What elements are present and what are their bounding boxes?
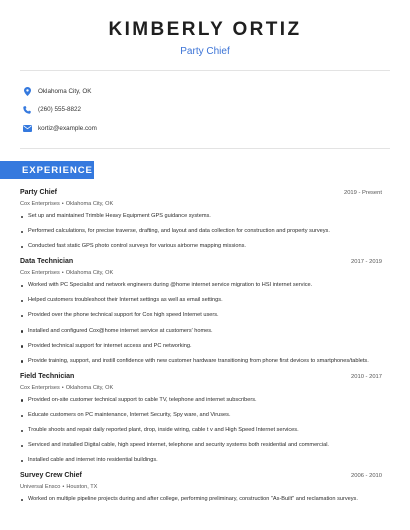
job-dates: 2006 - 2010 [351,473,382,480]
contact-email-text: kortiz@example.com [38,124,97,132]
job-bullets [20,397,382,465]
job-bullet: Provide training, support, and instill confidence with new customer hardware transitioning from phone first devices to smartphones/tablets. [20,358,382,366]
job-bullet: Educate customers on PC maintenance, Internet Security, Spy ware, and Viruses. [20,412,382,420]
job-location: Oklahoma City, OK [65,384,114,391]
contact-info [22,82,390,138]
phone-icon [22,105,32,115]
job-title: Field Technician [20,372,75,380]
email-icon [22,123,32,133]
contact-phone-text: (260) 555-8822 [38,106,82,113]
contact-phone [22,101,390,119]
candidate-title: Party Chief [180,46,230,57]
job-title: Party Chief [20,189,57,196]
resume-header [0,0,410,58]
job-bullet: Provided over the phone technical support for Cox high speed Internet users. [20,312,382,320]
job-bullets [20,213,382,251]
job-company: Cox Enterprises [20,384,60,391]
job-location: Oklahoma City, OK [65,270,114,277]
job-bullet: Provided technical support for internet access and PC networking. [20,343,382,351]
job-dates: 2010 - 2017 [351,373,382,380]
job-bullet: Worked with PC Specialist and network engineers during @home internet service migration to HSI internet service. [20,282,382,290]
experience-section-heading [0,161,94,179]
job-bullets [20,282,382,365]
job-bullet: Serviced and installed Digital cable, high speed internet, telephone and security systems both residential and commercial. [20,442,382,450]
job-bullet: Trouble shoots and repair daily reported plant, drop, inside wiring, cable t v and High Speed Internet services. [20,427,382,435]
separator-dot: • [61,384,64,391]
divider-top [20,70,390,71]
job-entry [20,472,382,504]
job-dates: 2017 - 2019 [351,259,382,266]
job-bullet: Conducted fast static GPS photo control surveys for various airborne mapping missions. [20,243,382,251]
job-dates: 2019 - Present [343,190,382,196]
location-pin-icon [22,86,32,96]
job-entry [20,189,382,251]
job-company-line [20,384,382,392]
job-company-line [20,200,382,208]
job-bullet: Installed cable and internet into residential buildings. [20,457,382,465]
contact-email [22,119,390,137]
separator-dot: • [61,201,64,207]
separator-dot: • [61,270,64,277]
candidate-name: KIMBERLY ORTIZ [108,19,302,40]
job-entry [20,373,382,465]
job-company-line [20,269,382,277]
job-location: Oklahoma City, OK [65,201,114,207]
job-bullet: Set up and maintained Trimble Heavy Equipment GPS guidance systems. [20,213,382,221]
job-company: Cox Enterprises [20,201,60,207]
job-company: Cox Enterprises [20,270,60,277]
job-bullet: Helped customers troubleshoot their Internet settings as well as email settings. [20,297,382,305]
divider-bottom [20,148,390,149]
job-company: Universal Ensco [20,484,61,491]
job-company-line [20,483,382,491]
contact-location [22,82,390,100]
job-bullet: Performed calculations, for precise traverse, drafting, and layout and data collection for construction and property surveys. [20,228,382,236]
job-bullet: Installed and configured Cox@home internet service at customers' homes. [20,328,382,336]
job-bullet: Worked on multiple pipeline projects during and after college, performing preliminary, construction "As-Built" and reclamation surveys. [20,496,382,504]
job-title: Data Technician [20,258,74,266]
experience-heading-text: EXPERIENCE [22,164,93,176]
job-entry [20,258,382,365]
job-title: Survey Crew Chief [20,472,82,480]
separator-dot: • [62,484,65,491]
experience-section [20,189,382,511]
job-location: Houston, TX [66,484,98,491]
job-bullet: Provided on-site customer technical support to cable TV, telephone and internet subscribers. [20,397,382,405]
job-bullets [20,496,382,504]
contact-location-text: Oklahoma City, OK [38,87,92,95]
